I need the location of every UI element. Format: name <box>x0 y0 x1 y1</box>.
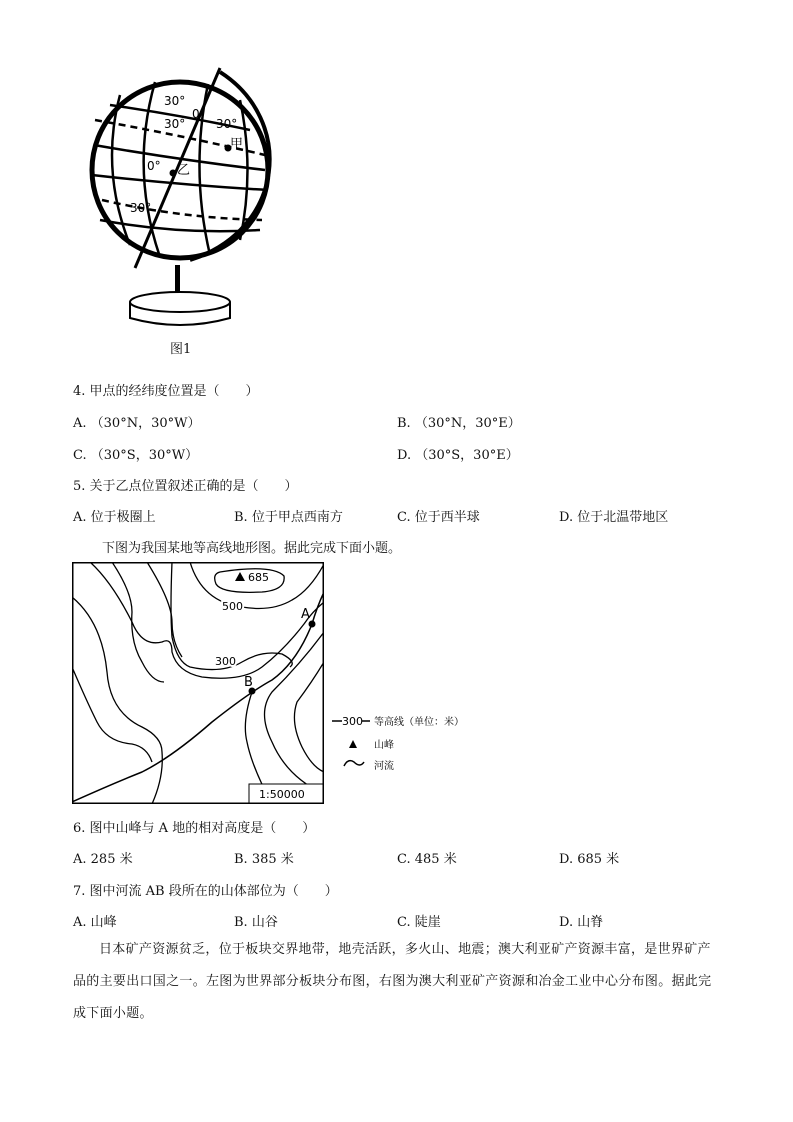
label-lat0: 0° <box>147 159 161 173</box>
question-7-stem: 7. 图中河流 AB 段所在的山体部位为（ ） <box>73 884 338 899</box>
question-4-option-d[interactable]: D. （30°S，30°E） <box>397 448 519 463</box>
globe-figure <box>80 60 290 335</box>
question-5-option-d[interactable]: D. 位于北温带地区 <box>559 510 669 525</box>
label-lat30-bottom: 30° <box>130 201 152 215</box>
scale-label: 1:50000 <box>259 788 305 801</box>
figure1-caption: 图1 <box>170 342 192 357</box>
label-lat30-right: 30° <box>216 117 238 131</box>
question-4-option-a[interactable]: A. （30°N，30°W） <box>73 416 201 431</box>
contour-500-label: 500 <box>222 600 243 613</box>
question-6-stem: 6. 图中山峰与 A 地的相对高度是（ ） <box>73 821 316 836</box>
question-4-stem: 4. 甲点的经纬度位置是（ ） <box>73 384 259 399</box>
legend-river-icon <box>344 761 364 766</box>
peak-value-label: 685 <box>248 571 269 584</box>
question-5-option-a[interactable]: A. 位于极圈上 <box>73 510 156 525</box>
label-jia: 甲 <box>230 137 244 152</box>
label-lat30-mid: 30° <box>164 117 186 131</box>
map-legend <box>330 710 490 780</box>
legend-peak-icon <box>349 740 357 748</box>
label-lon0-top: 0° <box>192 107 206 121</box>
legend-contour-value: 300 <box>342 715 363 728</box>
question-5-option-c[interactable]: C. 位于西半球 <box>397 510 480 525</box>
map-intro-text: 下图为我国某地等高线地形图。据此完成下面小题。 <box>102 541 402 556</box>
label-yi: 乙 <box>177 163 191 178</box>
question-7-option-b[interactable]: B. 山谷 <box>234 915 278 930</box>
question-6-option-a[interactable]: A. 285 米 <box>73 852 133 867</box>
legend-river-text: 河流 <box>374 761 394 772</box>
globe-stand-base-top <box>130 292 230 312</box>
point-a-label: A <box>301 607 310 622</box>
question-4-option-c[interactable]: C. （30°S，30°W） <box>73 448 199 463</box>
label-lat30-top: 30° <box>164 94 186 108</box>
point-b-label: B <box>244 675 253 690</box>
map-frame <box>73 563 324 804</box>
question-5-stem: 5. 关于乙点位置叙述正确的是（ ） <box>73 479 298 494</box>
question-7-option-c[interactable]: C. 陡崖 <box>397 915 441 930</box>
contour-300-label: 300 <box>215 655 236 668</box>
contour-map <box>72 562 324 804</box>
question-6-option-d[interactable]: D. 685 米 <box>559 852 620 867</box>
question-5-option-b[interactable]: B. 位于甲点西南方 <box>234 510 343 525</box>
legend-peak-text: 山峰 <box>374 740 394 751</box>
question-6-option-c[interactable]: C. 485 米 <box>397 852 457 867</box>
point-yi <box>170 170 177 177</box>
question-7-option-d[interactable]: D. 山脊 <box>559 915 604 930</box>
question-4-option-b[interactable]: B. （30°N，30°E） <box>397 416 521 431</box>
question-7-option-a[interactable]: A. 山峰 <box>73 915 117 930</box>
legend-contour-text: 等高线（单位：米） <box>374 717 464 728</box>
closing-intro-paragraph: 日本矿产资源贫乏，位于板块交界地带，地壳活跃，多火山、地震；澳大利亚矿产资源丰富，是世界矿产品的主要出口国之一。左图为世界部分板块分布图，右图为澳大利亚矿产资源和冶金工业中心分布图。据此完成下面小题。 <box>73 942 712 1021</box>
question-6-option-b[interactable]: B. 385 米 <box>234 852 294 867</box>
